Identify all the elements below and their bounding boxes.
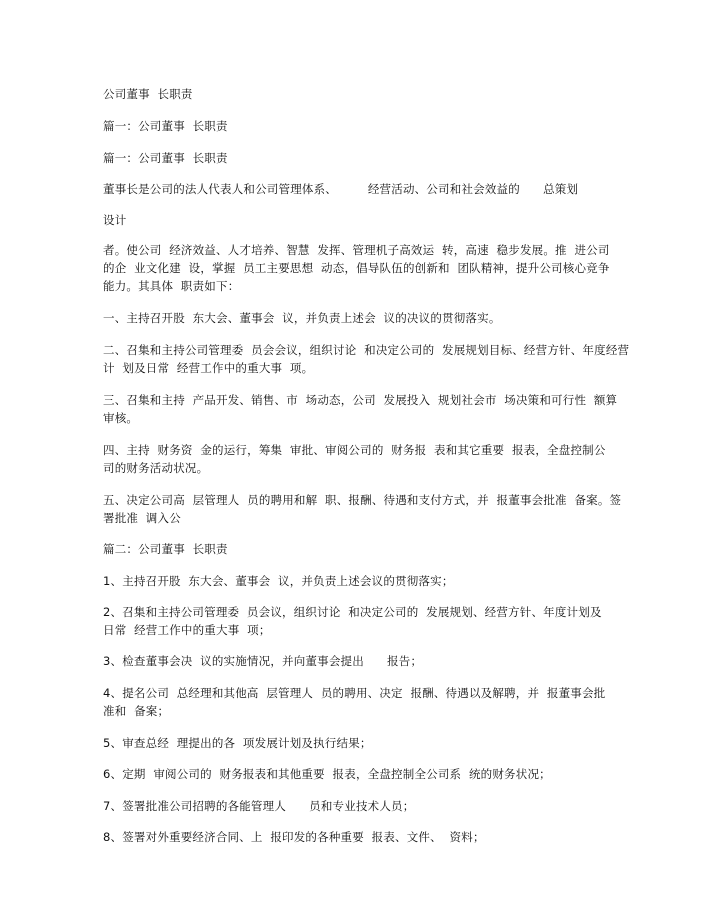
list-item-continued: 司的财务活动状况。	[103, 461, 209, 475]
section-heading: 篇一：公司董事 长职责	[103, 119, 228, 133]
list-item: 4、提名公司 总经理和其他高 层管理人 员的聘用、决定 报酬、待遇以及解聘，并 报董事会批	[103, 686, 606, 700]
list-item-continued: 审核。	[103, 411, 139, 425]
list-item: 6、定期 审阅公司的 财务报表和其他重要 报表，全盘控制全公司系 统的财务状况；	[103, 767, 551, 781]
paragraph-line: 设计	[103, 213, 127, 227]
list-item: 3、检查董事会决 议的实施情况，并向董事会提出 报告；	[103, 654, 423, 668]
list-item: 四、主持 财务资 金的运行，筹集 审批、审阅公司的 财务报 表和其它重要 报表，全盘控制公	[103, 443, 606, 457]
list-item-continued: 准和 备案；	[103, 704, 170, 718]
list-item: 五、决定公司高 层管理人 员的聘用和解 职、报酬、待遇和支付方式，并 报董事会批准 备案。签	[103, 493, 622, 507]
section-heading: 篇二：公司董事 长职责	[103, 542, 228, 556]
list-item: 5、审查总经 理提出的各 项发展计划及执行结果；	[103, 736, 372, 750]
paragraph-line: 的企 业文化建 设，掌握 员工主要思想 动态，倡导队伍的创新和 团队精神，提升公司核心竞争	[103, 261, 610, 275]
list-item-continued: 署批准 调入公	[103, 511, 181, 525]
list-item: 2、召集和主持公司管理委 员会议，组织讨论 和决定公司的 发展规划、经营方针、年度计划及	[103, 605, 602, 619]
list-item: 7、签署批准公司招聘的各能管理人 员和专业技术人员；	[103, 799, 415, 813]
paragraph-line: 董事长是公司的法人代表人和公司管理体系、 经营活动、公司和社会效益的 总策划	[103, 182, 579, 196]
list-item-continued: 日常 经营工作中的重大事 项；	[103, 623, 271, 637]
list-item: 一、主持召开股 东大会、董事会 议，并负责上述会 议的决议的贯彻落实。	[103, 311, 501, 325]
list-item: 8、签署对外重要经济合同、上 报印发的各种重要 报表、文件、 资料；	[103, 830, 485, 844]
list-item: 二、召集和主持公司管理委 员会会议，组织讨论 和决定公司的 发展规划目标、经营方针、年度经营	[103, 343, 630, 357]
document-title: 公司董事 长职责	[103, 87, 193, 101]
paragraph-line: 者。使公司 经济效益、人才培养、智慧 发挥、管理机子高效运 转，高速 稳步发展。推 进公司	[103, 243, 610, 257]
list-item: 三、召集和主持 产品开发、销售、市 场动态，公司 发展投入 规划社会市 场决策和可行性 额算	[103, 393, 618, 407]
list-item-continued: 计 划及日常 经营工作中的重大事 项。	[103, 361, 314, 375]
section-heading: 篇一：公司董事 长职责	[103, 151, 228, 165]
list-item: 1、主持召开股 东大会、董事会 议，并负责上述会议的贯彻落实；	[103, 574, 454, 588]
paragraph-line: 能力。其具体 职责如下：	[103, 279, 240, 293]
